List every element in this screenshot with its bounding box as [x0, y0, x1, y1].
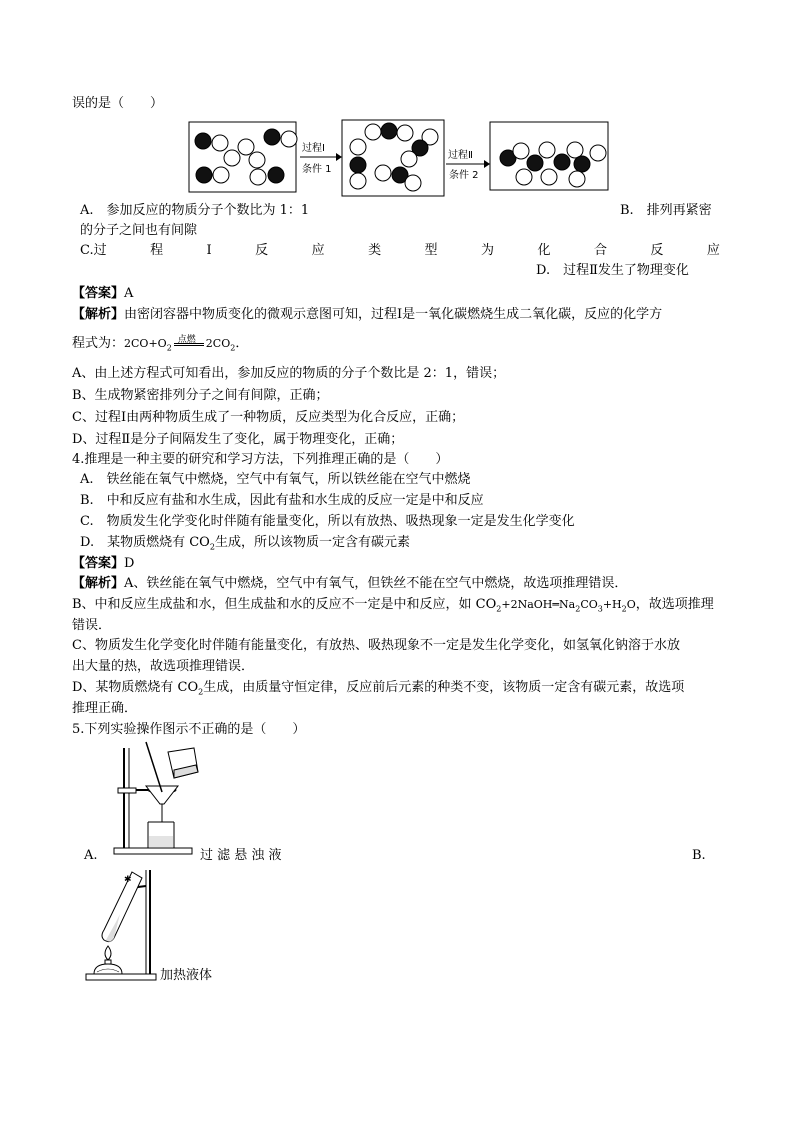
arrow1-bottom-label: 条件 1 — [302, 164, 332, 175]
reaction-arrow: 点燃 — [172, 337, 206, 351]
analysis-label: 【解析】 — [72, 576, 125, 591]
q3-analysis-c: C、过程Ⅰ由两种物质生成了一种物质，反应类型为化合反应，正确； — [72, 410, 465, 425]
q4-option-b[interactable]: B. 中和反应有盐和水生成，因此有盐和水生成的反应一定是中和反应 — [80, 493, 484, 508]
q4-stem: 4.推理是一种主要的研究和学习方法，下列推理正确的是（ ） — [72, 452, 449, 467]
q3-stem-tail: 误的是（ ） — [72, 96, 164, 111]
arrow2-bottom-label: 条件 2 — [449, 170, 479, 181]
q4-analysis-c-2: 出大量的热，故选项推理错误． — [72, 659, 255, 674]
arrow2-top-label: 过程Ⅱ — [448, 150, 473, 161]
q4-option-c[interactable]: C. 物质发生化学变化时伴随有能量变化，所以有放热、吸热现象一定是发生化学变化 — [80, 514, 575, 529]
q5-option-a-caption: 过 滤 悬 浊 液 — [200, 848, 282, 863]
q3-option-a[interactable]: A. 参加反应的物质分子个数比为 1：1 — [80, 203, 310, 218]
q3-analysis-a: A、由上述方程式可知看出，参加反应的物质的分子个数比是 2：1，错误； — [72, 366, 506, 381]
q4-analysis-d-1: D、某物质燃烧有 $CO_2$生成，由质量守恒定律，反应前后元素的种类不变，该物质一定含有碳元素，故选项 — [72, 680, 685, 697]
answer-value: D — [124, 556, 135, 571]
q5-option-b-caption: 加热液体 — [160, 968, 213, 983]
q3-option-b-cont: 的分子之间也有间隙 — [80, 223, 198, 238]
q5-stem: 5.下列实验操作图示不正确的是（ ） — [72, 722, 306, 737]
answer-label: 【答案】 — [72, 556, 125, 571]
q4-analysis-d-2: 推理正确． — [72, 701, 138, 716]
q5-option-a-label[interactable]: A. — [84, 848, 98, 863]
q3-option-b[interactable]: B. 排列再紧密 — [620, 203, 712, 218]
filtration-apparatus-illustration — [108, 740, 228, 860]
q4-option-a[interactable]: A. 铁丝能在氧气中燃烧，空气中有氧气，所以铁丝能在空气中燃烧 — [80, 472, 471, 487]
q4-analysis-b-2: 错误． — [72, 618, 112, 633]
q3-analysis-1: 【解析】由密闭容器中物质变化的微观示意图可知，过程Ⅰ是一氧化碳燃烧生成二氧化碳，反应的化学方 — [72, 307, 663, 322]
answer-value: A — [124, 286, 134, 301]
q4-option-d[interactable]: D. 某物质燃烧有 $CO_2$生成，所以该物质一定含有碳元素 — [80, 535, 410, 552]
svg-text:✱: ✱ — [124, 875, 132, 885]
q4-analysis-a: 【解析】A、铁丝能在氧气中燃烧，空气中有氧气，但铁丝不能在空气中燃烧，故选项推理错误． — [72, 576, 628, 591]
q4-answer — [72, 554, 134, 574]
q4-analysis-c-1: C、物质发生化学变化时伴随有能量变化，有放热、吸热现象不一定是发生化学变化，如氢氧化钠溶于水放 — [72, 638, 680, 653]
q3-option-c[interactable]: C.过 程 Ⅰ 反 应 类 型 为 化 合 反 应 — [80, 243, 720, 258]
answer-label: 【答案】 — [72, 286, 125, 301]
q3-option-d[interactable]: D. 过程Ⅱ发生了物理变化 — [536, 263, 689, 278]
q4-analysis-b-1: B、中和反应生成盐和水，但生成盐和水的反应不一定是中和反应，如 $CO_2+2NaOH═Na_2CO_3+H_2O$，故选项推理 — [72, 597, 714, 614]
q3-analysis-equation: 程式为：$2CO+O_2$ 点燃 $2CO_2$． — [72, 334, 249, 353]
q3-answer — [72, 284, 133, 304]
arrow1-top-label: 过程Ⅰ — [302, 143, 325, 154]
analysis-label: 【解析】 — [72, 307, 125, 322]
q3-analysis-b: B、生成物紧密排列分子之间有间隙，正确； — [72, 388, 329, 403]
q3-analysis-d: D、过程Ⅱ是分子间隔发生了变化，属于物理变化，正确； — [72, 432, 404, 447]
q5-option-b-label[interactable]: B. — [692, 848, 706, 863]
